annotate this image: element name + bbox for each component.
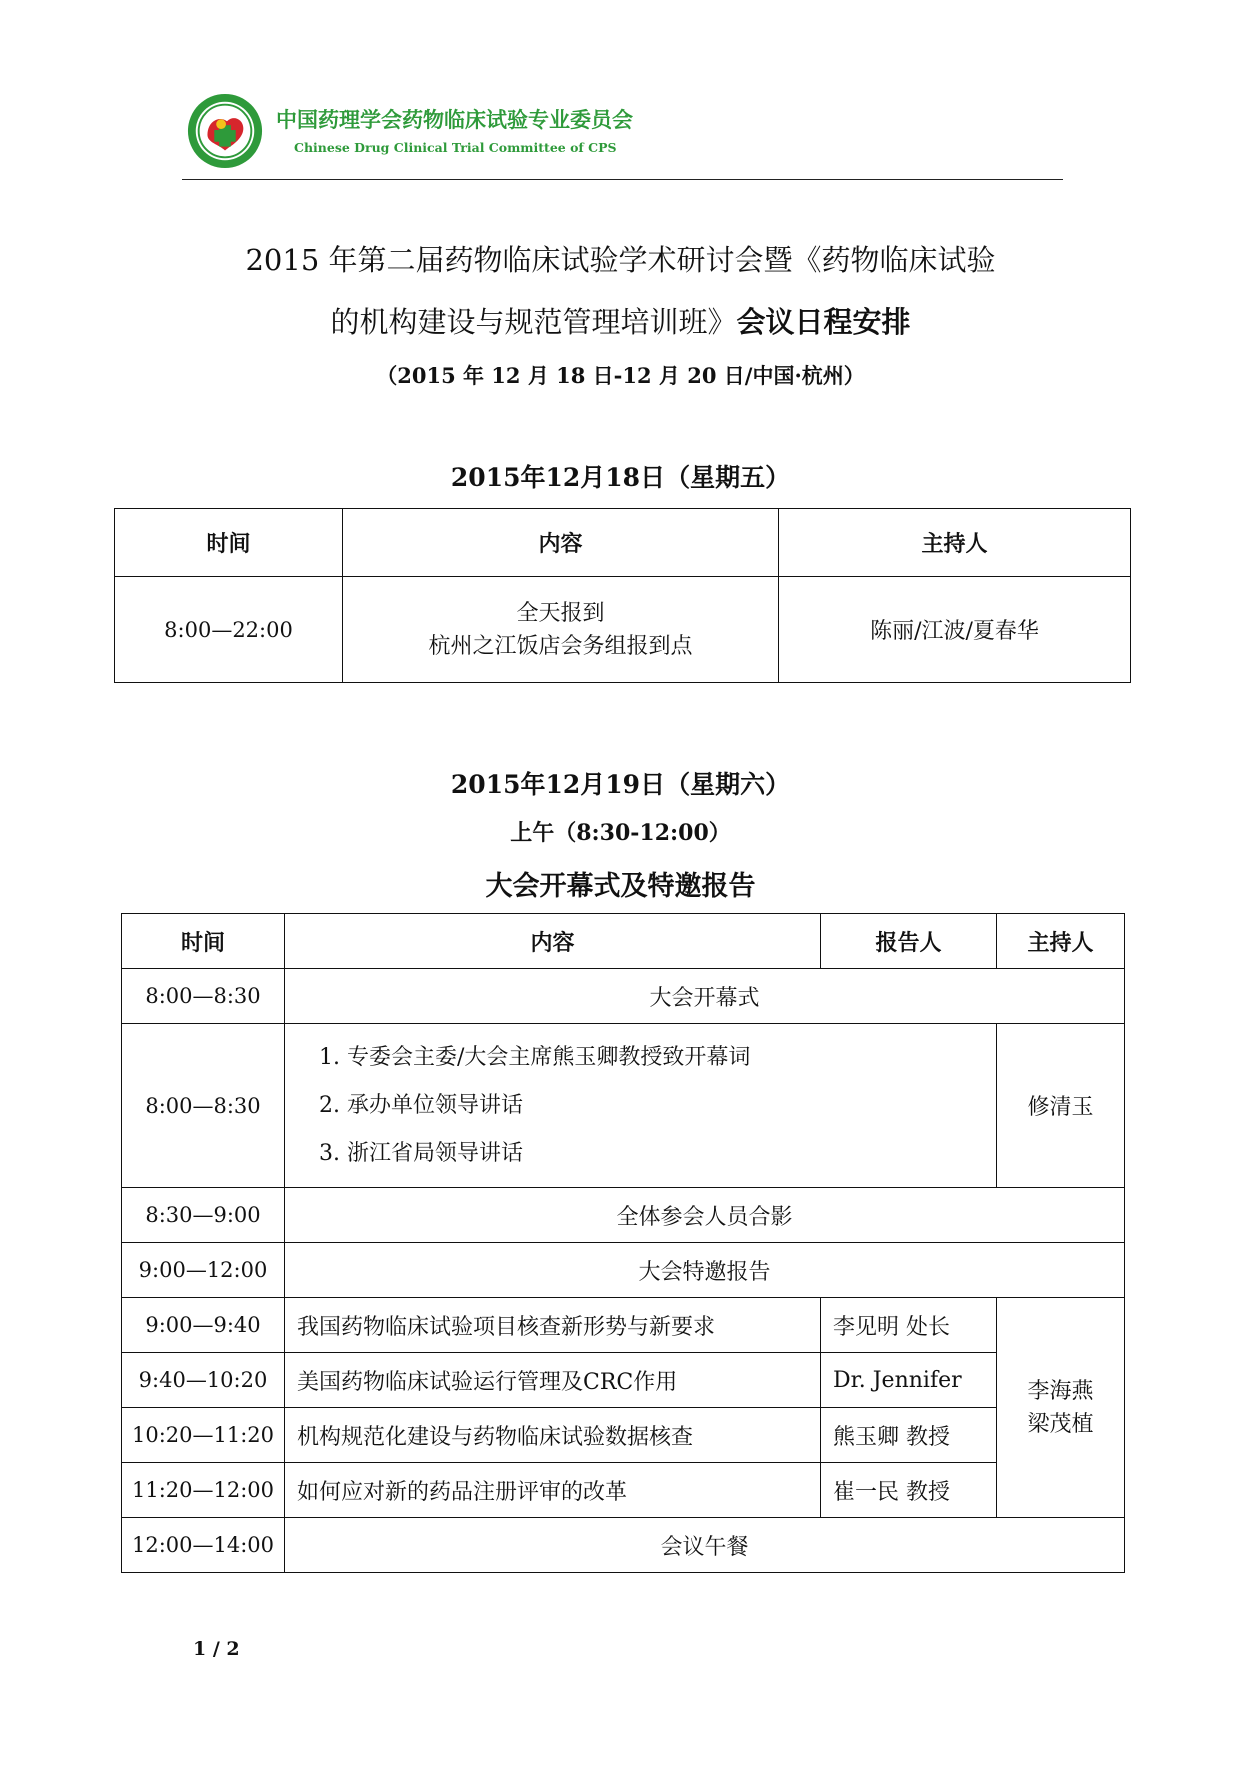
day1-schedule-table xyxy=(114,508,1131,683)
day2-schedule-table xyxy=(121,913,1125,1573)
row-content: 全体参会人员合影 xyxy=(285,1188,1125,1243)
title-line-2-normal: 的机构建设与规范管理培训班》 xyxy=(330,305,737,339)
table-row xyxy=(122,1024,1125,1188)
day2-heading: 2015年12月19日（星期六） xyxy=(450,770,791,799)
row-speaker: 熊玉卿 教授 xyxy=(821,1408,997,1463)
row-time: 8:00—8:30 xyxy=(122,969,285,1024)
document-title-line-1: 2015 年第二届药物临床试验学术研讨会暨《药物临床试验 xyxy=(245,243,996,277)
row-content: 机构规范化建设与药物临床试验数据核查 xyxy=(285,1408,821,1463)
header-content: 内容 xyxy=(285,914,821,969)
row-time: 9:00—12:00 xyxy=(122,1243,285,1298)
row-content: 美国药物临床试验运行管理及CRC作用 xyxy=(285,1353,821,1408)
table-row xyxy=(122,1463,1125,1518)
row-time: 8:30—9:00 xyxy=(122,1188,285,1243)
row-content: 大会开幕式 xyxy=(285,969,1125,1024)
row-time: 9:00—9:40 xyxy=(122,1298,285,1353)
row-time: 11:20—12:00 xyxy=(122,1463,285,1518)
header-speaker: 报告人 xyxy=(821,914,997,969)
table-row xyxy=(122,969,1125,1024)
row-content: 我国药物临床试验项目核查新形势与新要求 xyxy=(285,1298,821,1353)
row-time: 9:40—10:20 xyxy=(122,1353,285,1408)
header-host: 主持人 xyxy=(779,509,1131,577)
row-speaker: Dr. Jennifer xyxy=(821,1353,997,1408)
row-content xyxy=(343,577,779,683)
committee-logo-icon xyxy=(186,92,264,170)
org-name-cn: 中国药理学会药物临床试验专业委员会 xyxy=(276,108,633,132)
session-title: 大会开幕式及特邀报告 xyxy=(485,871,756,902)
table-header-row xyxy=(122,914,1125,969)
row-time: 8:00—8:30 xyxy=(122,1024,285,1188)
row-time: 8:00—22:00 xyxy=(115,577,343,683)
list-item: 3. 浙江省局领导讲话 xyxy=(319,1140,523,1166)
row-speaker: 崔一民 教授 xyxy=(821,1463,997,1518)
day1-heading: 2015年12月18日（星期五） xyxy=(450,463,791,492)
row-content: 大会特邀报告 xyxy=(285,1243,1125,1298)
row-host: 陈丽/江波/夏春华 xyxy=(779,577,1131,683)
row-content xyxy=(285,1024,997,1188)
row-speaker: 李见明 处长 xyxy=(821,1298,997,1353)
row-time: 10:20—11:20 xyxy=(122,1408,285,1463)
table-row xyxy=(122,1298,1125,1353)
content-line-1: 全天报到 xyxy=(516,600,605,626)
header-time: 时间 xyxy=(122,914,285,969)
host-line-1: 李海燕 xyxy=(1027,1378,1094,1404)
table-header-row xyxy=(115,509,1131,577)
header-time: 时间 xyxy=(115,509,343,577)
header-content: 内容 xyxy=(343,509,779,577)
row-content: 会议午餐 xyxy=(285,1518,1125,1573)
header-divider xyxy=(182,179,1063,180)
document-subtitle: （2015 年 12 月 18 日-12 月 20 日/中国·杭州） xyxy=(376,363,865,388)
list-item: 1. 专委会主委/大会主席熊玉卿教授致开幕词 xyxy=(319,1044,751,1070)
header-host: 主持人 xyxy=(997,914,1125,969)
list-item: 2. 承办单位领导讲话 xyxy=(319,1092,523,1118)
page-number: 1 / 2 xyxy=(193,1638,240,1660)
table-row xyxy=(122,1188,1125,1243)
table-row xyxy=(122,1408,1125,1463)
row-time: 12:00—14:00 xyxy=(122,1518,285,1573)
session-time: 上午（8:30-12:00） xyxy=(510,820,731,846)
host-line-2: 梁茂植 xyxy=(1027,1411,1094,1437)
document-title-line-2 xyxy=(0,300,1241,341)
table-row xyxy=(122,1243,1125,1298)
row-host xyxy=(997,1298,1125,1518)
table-row xyxy=(122,1353,1125,1408)
table-row xyxy=(115,577,1131,683)
row-content: 如何应对新的药品注册评审的改革 xyxy=(285,1463,821,1518)
org-name-en: Chinese Drug Clinical Trial Committee of CPS xyxy=(294,140,617,155)
content-line-2: 杭州之江饭店会务组报到点 xyxy=(428,633,693,659)
row-host: 修清玉 xyxy=(997,1024,1125,1188)
table-row xyxy=(122,1518,1125,1573)
title-line-2-bold: 会议日程安排 xyxy=(736,305,911,339)
